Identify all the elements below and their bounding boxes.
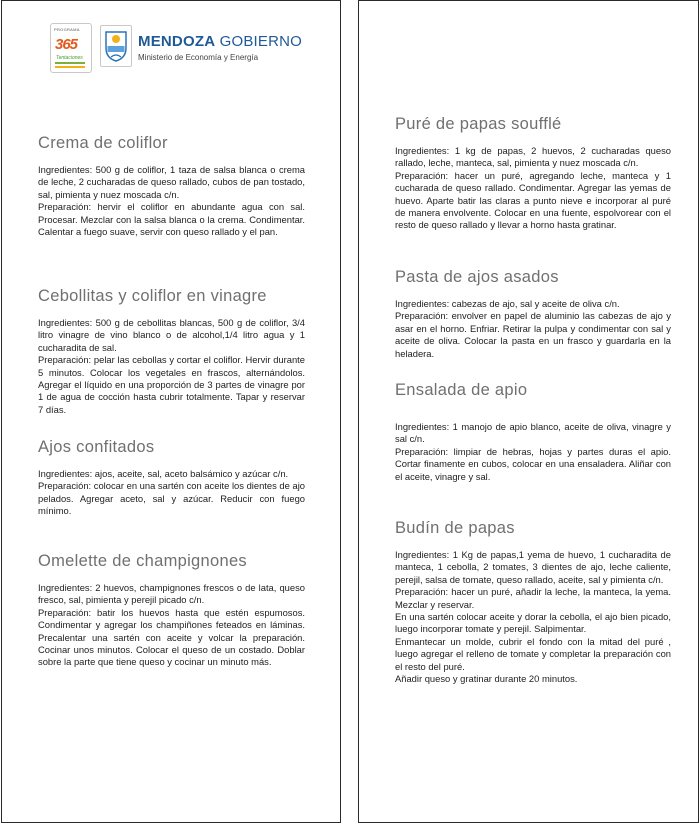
recipe-ingredients: Ingredientes: 1 manojo de apio blanco, aceite de oliva, vinagre y sal c/n. bbox=[395, 421, 671, 445]
recipe-ingredients: Ingredientes: cabezas de ajo, sal y aceite de oliva c/n. bbox=[395, 298, 620, 309]
recipe-ingredients: Ingredientes: 500 g de cebollitas blancas, 500 g de coliflor, 3/4 litro vinagre de vino blanco o de alcohol,1/4 litro agua y 1 cucharadita de sal. bbox=[38, 317, 305, 353]
recipe-title: Omelette de champignones bbox=[38, 552, 247, 570]
recipe-pasta-de-ajos-asados bbox=[395, 268, 671, 360]
recipe-ingredients: Ingredientes: 1 Kg de papas,1 yema de huevo, 1 cucharadita de manteca, 1 cebolla, 2 tomates, 3 dientes de ajo, leche caliente, perejil, salsa de tomate, queso rallado, aceite, sal y pimienta c/n. bbox=[395, 549, 671, 585]
recipe-crema-de-coliflor bbox=[38, 134, 305, 238]
recipe-step: En una sartén colocar aceite y dorar la cebolla, el ajo bien picado, luego incorporar tomate y perejil. Salpimentar. bbox=[395, 611, 671, 635]
recipe-preparation: Preparación: pelar las cebollas y cortar el coliflor. Hervir durante 5 minutos. Colocar los vegetales en frascos, alternándolos. Agregar el líquido en una proporción de 3 partes de vinagre por 1 de agua de cocción hasta cubrir totalmente. Tapar y reservar 7 días. bbox=[38, 354, 305, 415]
ministry-name: Ministerio de Economía y Energía bbox=[138, 53, 259, 62]
recipe-preparation: Preparación: batir los huevos hasta que estén espumosos. Condimentar y agregar los champiñones feteados en láminas. Precalentar una sartén con aceite y volcar la preparación. Cocinar unos minutos. Colocar el queso de un costado. Doblar sobre la parte que tiene queso y cocinar un minuto más. bbox=[38, 606, 305, 668]
recipe-cebollitas-y-coliflor bbox=[38, 287, 305, 416]
recipe-step: Enmantecar un molde, cubrir el fondo con la mitad del puré , luego agregar el relleno de tomate y completar la preparación con el resto del puré. bbox=[395, 635, 671, 672]
logo-program-number: 365 bbox=[55, 36, 78, 53]
program-365-logo bbox=[50, 23, 92, 73]
mendoza-shield-icon bbox=[100, 25, 132, 67]
recipe-ingredients: Ingredientes: 500 g de coliflor, 1 taza de salsa blanca o crema de leche, 2 cucharadas de queso rallado, cubos de pan tostado, sal, pimienta y nuez moscada c/n. bbox=[38, 164, 305, 200]
recipe-title: Pasta de ajos asados bbox=[395, 268, 559, 286]
recipe-pure-de-papas-souffle bbox=[395, 115, 671, 232]
recipe-preparation: Preparación: hacer un puré, agregando leche, manteca y 1 cucharada de queso rallado. Condimentar. Agregar las yemas de huevo. Aparte batir las claras a punto nieve e incorporar al puré de manera envolvente. Colocar en una fuente, espolvorear con el resto de queso rallado y llevar a horno hasta gratinar. bbox=[395, 169, 671, 231]
recipe-ensalada-de-apio bbox=[395, 381, 671, 483]
recipe-title: Cebollitas y coliflor en vinagre bbox=[38, 287, 267, 305]
recipe-ingredients: Ingredientes: ajos, aceite, sal, aceto balsámico y azúcar c/n. bbox=[38, 468, 289, 479]
recipe-ajos-confitados bbox=[38, 438, 305, 518]
left-page bbox=[1, 0, 341, 823]
brand-name-bold: MENDOZA bbox=[138, 33, 216, 50]
right-page bbox=[358, 0, 699, 823]
recipe-step: Añadir queso y gratinar durante 20 minutos. bbox=[395, 673, 578, 685]
logo-stripe-yellow bbox=[55, 66, 85, 68]
recipe-ingredients: Ingredientes: 1 kg de papas, 2 huevos, 2 cucharadas queso rallado, leche, manteca, sal, pimienta y nuez moscada c/n. bbox=[395, 145, 671, 169]
logo-program-sub-text: Tentaciones bbox=[56, 55, 83, 61]
recipe-ingredients: Ingredientes: 2 huevos, champignones frescos o de lata, queso fresco, sal, pimienta y perejil picado c/n. bbox=[38, 582, 305, 606]
recipe-title: Ajos confitados bbox=[38, 438, 155, 456]
header-logos bbox=[50, 23, 310, 75]
recipe-preparation: Preparación: limpiar de hebras, hojas y partes duras el apio. Cortar finamente en cubos, colocar en una ensaladera. Aliñar con el aceite, vinagre y sal. bbox=[395, 445, 671, 482]
recipe-title: Ensalada de apio bbox=[395, 381, 528, 399]
recipe-omelette-de-champignones bbox=[38, 552, 305, 669]
logo-program-small-text: PROGRAMA bbox=[54, 27, 80, 32]
recipe-title: Puré de papas soufflé bbox=[395, 115, 562, 133]
recipe-preparation: Preparación: hervir el coliflor en abundante agua con sal. Procesar. Mezclar con la salsa blanca o la crema. Condimentar. Calentar a fuego suave, servir con queso rallado y el pan. bbox=[38, 201, 305, 238]
recipe-preparation: Preparación: envolver en papel de aluminio las cabezas de ajo y asar en el horno. Enfriar. Retirar la pulpa y condimentar con sal y aceite de oliva. Colocar la pasta en un frasco y guardarla en la heladera. bbox=[395, 310, 671, 359]
logo-stripe-green bbox=[55, 62, 85, 64]
recipe-preparation: Preparación: colocar en una sartén con aceite los dientes de ajo pelados. Agregar aceto, sal y azúcar. Reducir con fuego mínimo. bbox=[38, 480, 305, 517]
brand-name-regular: GOBIERNO bbox=[219, 33, 303, 50]
recipe-preparation: Preparación: hacer un puré, añadir la leche, la manteca, la yema. Mezclar y reservar. bbox=[395, 586, 671, 610]
recipe-budin-de-papas bbox=[395, 519, 671, 685]
brand-name bbox=[138, 33, 302, 50]
recipe-title: Crema de coliflor bbox=[38, 134, 168, 152]
recipe-title: Budín de papas bbox=[395, 519, 515, 537]
